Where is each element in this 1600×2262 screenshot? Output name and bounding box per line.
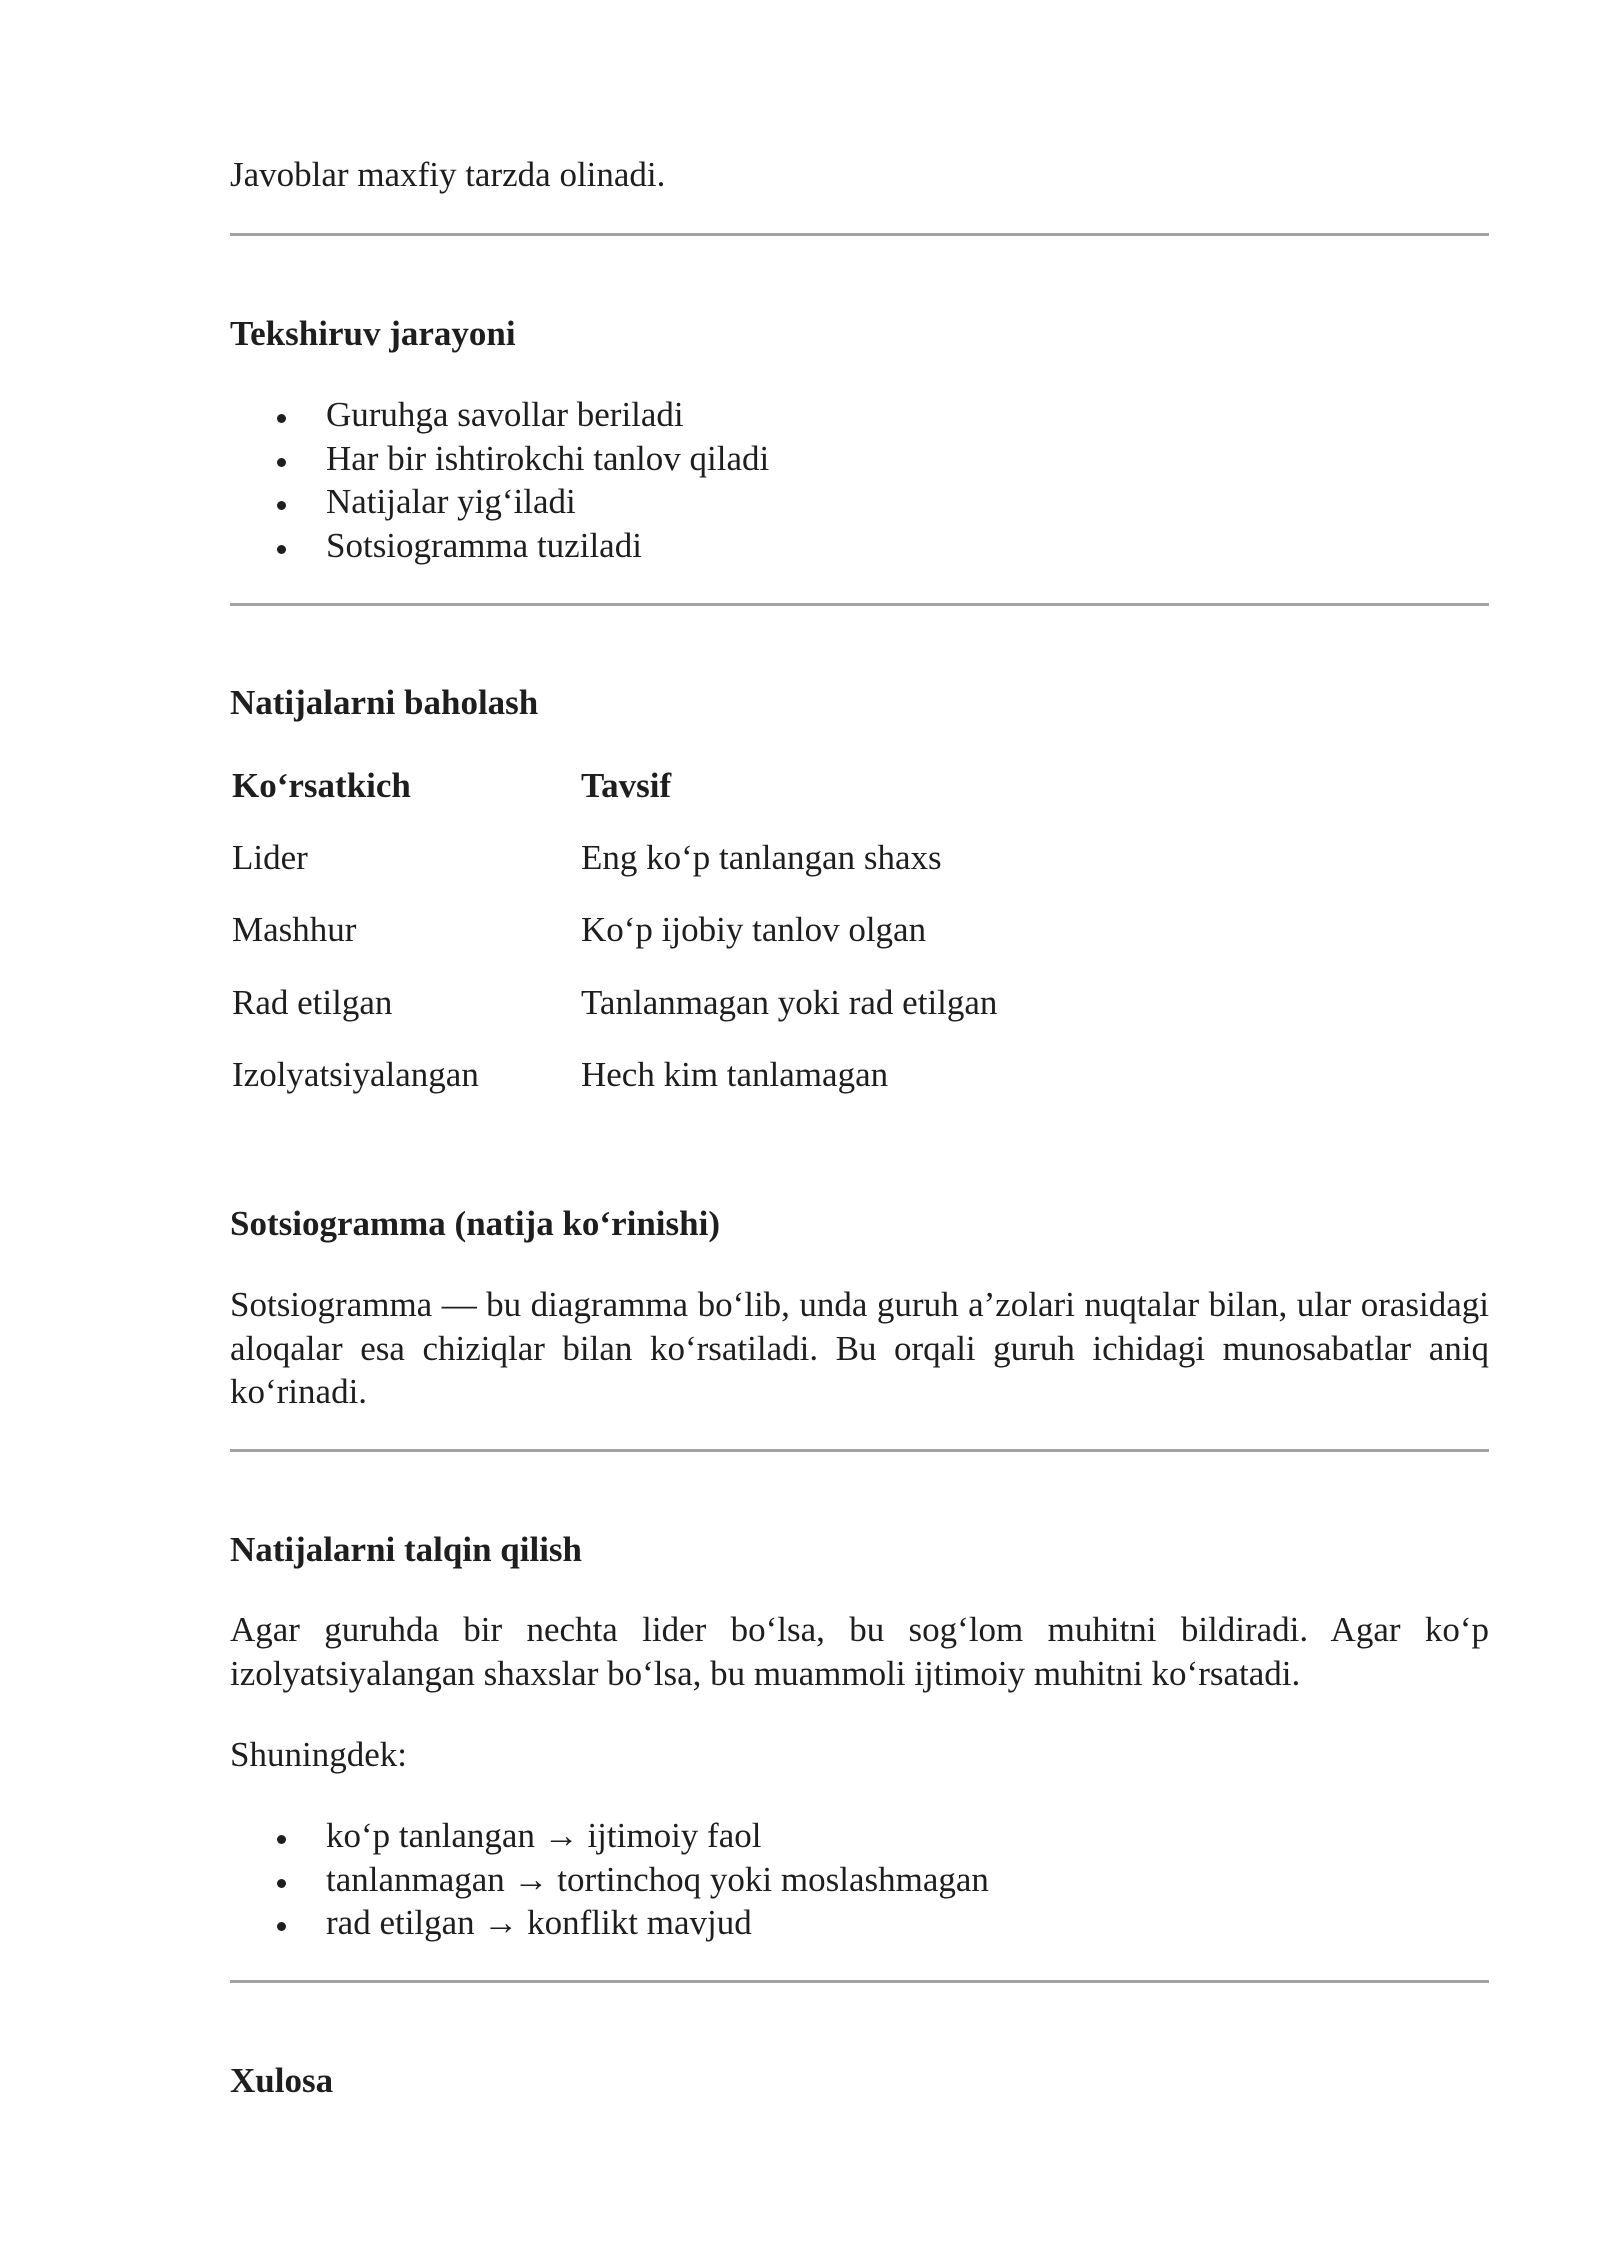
list-item: Har bir ishtirokchi tanlov qiladi bbox=[230, 437, 1489, 481]
table-cell: Eng ko‘p tanlangan shaxs bbox=[581, 838, 942, 877]
column-header: Ko‘rsatkich bbox=[232, 766, 411, 805]
table-cell: Rad etilgan bbox=[232, 983, 393, 1022]
divider bbox=[230, 1980, 1489, 1983]
table-cell: Lider bbox=[232, 838, 308, 877]
table-row bbox=[232, 908, 1232, 952]
list-item: rad etilgan → konflikt mavjud bbox=[230, 1901, 1489, 1945]
table-cell: Ko‘p ijobiy tanlov olgan bbox=[581, 910, 927, 949]
section-heading-interpretation: Natijalarni talqin qilish bbox=[230, 1530, 583, 1569]
table-header-row bbox=[232, 764, 1232, 808]
bullet-icon bbox=[277, 501, 286, 510]
bullet-icon bbox=[277, 1879, 286, 1888]
section-heading-process: Tekshiruv jarayoni bbox=[230, 314, 516, 353]
divider bbox=[230, 603, 1489, 606]
table-row bbox=[232, 1053, 1232, 1097]
list-item: ko‘p tanlangan → ijtimoiy faol bbox=[230, 1814, 1489, 1858]
bullet-icon bbox=[277, 414, 286, 423]
interpretation-paragraph: Agar guruhda bir nechta lider bo‘lsa, bu sog‘lom muhitni bildiradi. Agar ko‘p izolyatsiyalangan shaxslar bo‘lsa, bu muammoli ijtimoiy muhitni ko‘rsatadi. bbox=[230, 1610, 1489, 1693]
interpretation-list bbox=[230, 1814, 1489, 1945]
table-cell: Izolyatsiyalangan bbox=[232, 1055, 479, 1094]
table-cell: Hech kim tanlamagan bbox=[581, 1055, 889, 1094]
list-item: Guruhga savollar beriladi bbox=[230, 393, 1489, 437]
section-heading-evaluation: Natijalarni baholash bbox=[230, 683, 539, 722]
sociogram-paragraph: Sotsiogramma — bu diagramma bo‘lib, unda guruh a’zolari nuqtalar bilan, ular orasidagi aloqalar esa chiziqlar bilan ko‘rsatiladi. Bu orqali guruh ichidagi munosabatlar aniq ko‘rinadi. bbox=[230, 1285, 1489, 1411]
divider bbox=[230, 1449, 1489, 1452]
column-header: Tavsif bbox=[581, 766, 672, 805]
interpretation-lead: Shuningdek: bbox=[230, 1735, 407, 1774]
table-cell: Mashhur bbox=[232, 910, 357, 949]
bullet-icon bbox=[277, 1835, 286, 1844]
intro-text: Javoblar maxfiy tarzda olinadi. bbox=[230, 155, 666, 194]
section-heading-sociogram: Sotsiogramma (natija ko‘rinishi) bbox=[230, 1204, 720, 1243]
process-list bbox=[230, 393, 1489, 567]
bullet-icon bbox=[277, 1922, 286, 1931]
section-heading-conclusion: Xulosa bbox=[230, 2061, 334, 2100]
bullet-icon bbox=[277, 545, 286, 554]
list-item: Natijalar yig‘iladi bbox=[230, 480, 1489, 524]
list-item: tanlanmagan → tortinchoq yoki moslashmagan bbox=[230, 1858, 1489, 1902]
list-item: Sotsiogramma tuziladi bbox=[230, 524, 1489, 568]
table-row bbox=[232, 836, 1232, 880]
table-cell: Tanlanmagan yoki rad etilgan bbox=[581, 983, 998, 1022]
bullet-icon bbox=[277, 458, 286, 467]
table-row bbox=[232, 981, 1232, 1025]
divider bbox=[230, 233, 1489, 236]
